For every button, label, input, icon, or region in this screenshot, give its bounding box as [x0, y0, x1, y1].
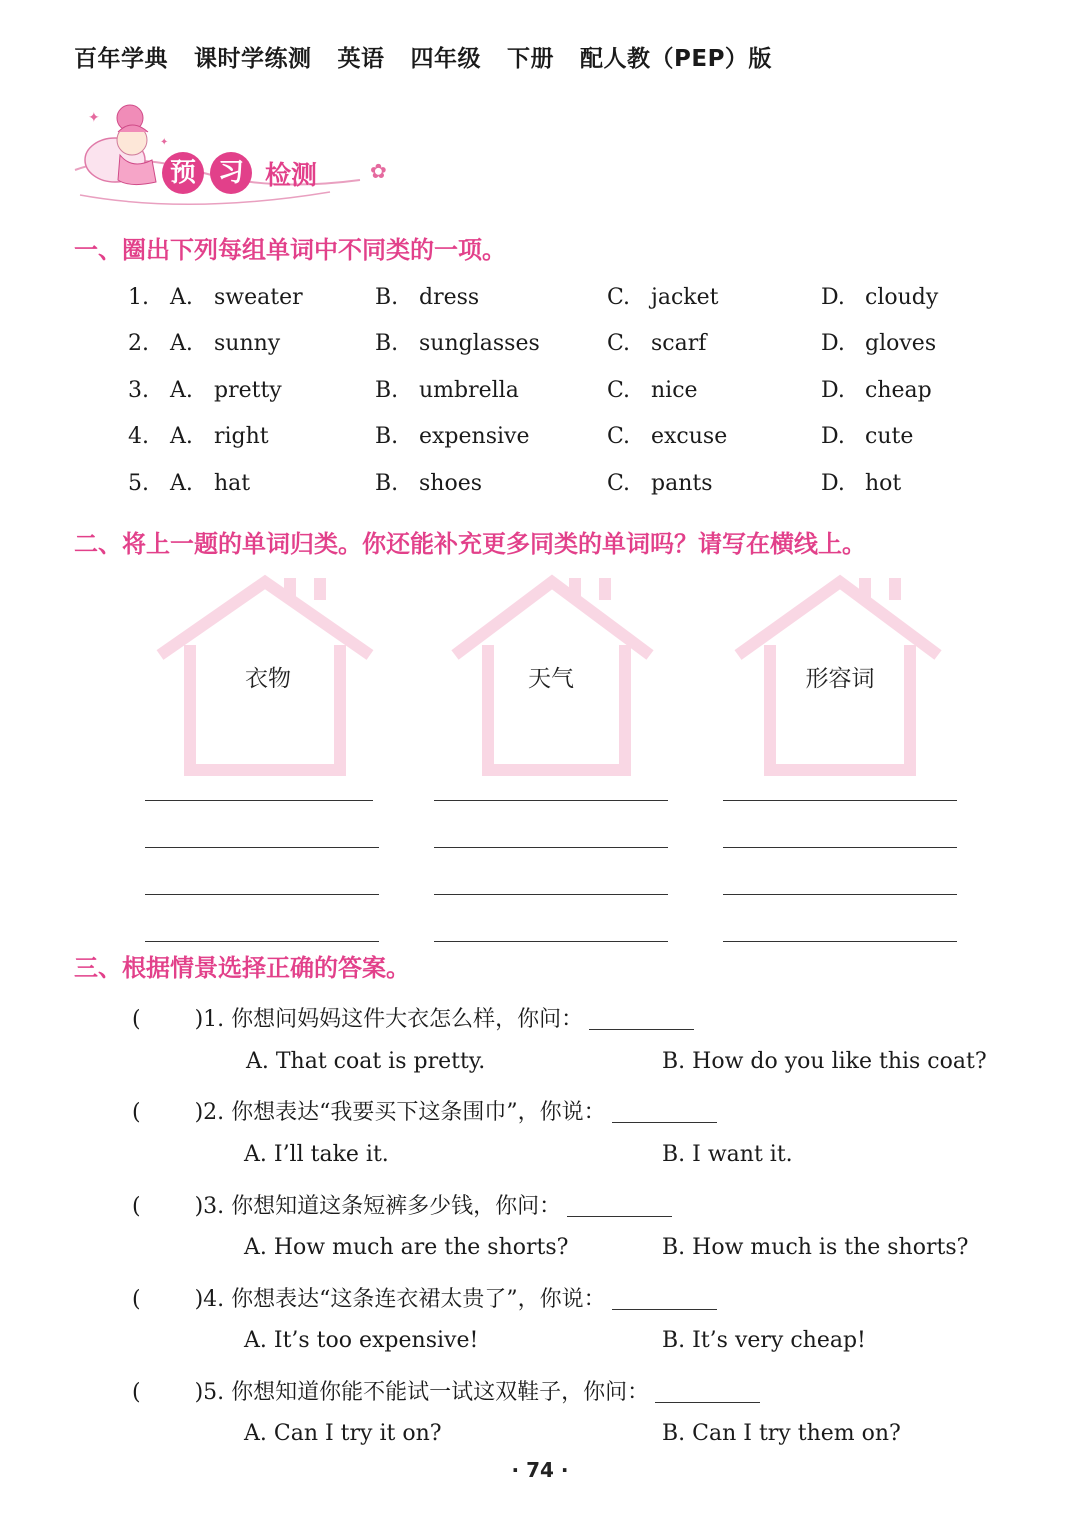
answer-paren[interactable]: ( [132, 1287, 141, 1312]
header-volume: 下册 [507, 46, 554, 72]
banner-label: 检测 [265, 161, 318, 191]
answer-line[interactable] [723, 941, 957, 942]
header-book: 课时学练测 [194, 46, 312, 72]
answer-line[interactable] [145, 894, 379, 895]
option-a[interactable]: A. sweater [170, 285, 303, 310]
list-item: 2. A. sunny B. sunglasses C. scarf D. gloves [128, 331, 937, 356]
answer-line[interactable] [145, 847, 379, 848]
book-header [74, 40, 798, 73]
option-b[interactable]: B. Can I try them on? [662, 1421, 901, 1446]
house-label-adjective: 形容词 [805, 666, 875, 692]
section1-title: 一、圈出下列每组单词中不同类的一项。 [74, 236, 506, 264]
option-b[interactable]: B. expensive [375, 424, 530, 449]
list-item: ( )4. 你想表达“这条连衣裙太贵了”，你说： [132, 1282, 717, 1313]
page-number: · 74 · [511, 1458, 569, 1482]
answer-blank[interactable] [612, 1287, 717, 1310]
option-a[interactable]: A. right [170, 424, 269, 449]
answer-line[interactable] [434, 894, 668, 895]
list-item: 5. A. hat B. shoes C. pants D. hot [128, 471, 902, 496]
option-d[interactable]: D. hot [821, 471, 902, 496]
answer-blank[interactable] [589, 1007, 694, 1030]
star-icon: ✦ [88, 110, 100, 126]
list-item: 3. A. pretty B. umbrella C. nice D. cheap [128, 378, 932, 403]
preview-banner [70, 100, 390, 215]
answer-paren[interactable]: ( [132, 1100, 141, 1125]
header-subject: 英语 [337, 46, 385, 72]
option-b[interactable]: B. How do you like this coat? [662, 1049, 987, 1074]
list-item: ( )2. 你想表达“我要买下这条围巾”，你说： [132, 1095, 717, 1126]
answer-paren[interactable]: ( [132, 1194, 141, 1219]
option-c[interactable]: C. pants [607, 471, 713, 496]
option-b[interactable]: B. shoes [375, 471, 483, 496]
option-b[interactable]: B. sunglasses [375, 331, 540, 356]
banner-char-1: 预 [162, 152, 204, 194]
option-a[interactable]: A. That coat is pretty. [246, 1049, 486, 1074]
option-c[interactable]: C. scarf [607, 331, 707, 356]
banner-char-2: 习 [210, 152, 252, 194]
option-c[interactable]: C. excuse [607, 424, 728, 449]
header-series: 百年学典 [74, 46, 168, 72]
list-item: ( )3. 你想知道这条短裤多少钱，你问： [132, 1189, 672, 1220]
option-b[interactable]: B. It’s very cheap! [662, 1328, 866, 1353]
answer-line[interactable] [434, 800, 668, 801]
header-grade: 四年级 [410, 46, 481, 72]
option-a[interactable]: A. hat [170, 471, 251, 496]
option-b[interactable]: B. I want it. [662, 1142, 793, 1167]
option-a[interactable]: A. It’s too expensive! [244, 1328, 479, 1353]
option-b[interactable]: B. dress [375, 285, 480, 310]
option-b[interactable]: B. How much is the shorts? [662, 1235, 969, 1260]
option-d[interactable]: D. cloudy [821, 285, 939, 310]
option-a[interactable]: A. sunny [170, 331, 281, 356]
option-c[interactable]: C. jacket [607, 285, 719, 310]
answer-blank[interactable] [655, 1380, 760, 1403]
answer-line[interactable] [723, 800, 957, 801]
svg-text:✦: ✦ [160, 137, 169, 148]
option-a[interactable]: A. I’ll take it. [244, 1142, 389, 1167]
answer-blank[interactable] [612, 1100, 717, 1123]
option-a[interactable]: A. How much are the shorts? [244, 1235, 569, 1260]
answer-line[interactable] [145, 941, 379, 942]
option-d[interactable]: D. cute [821, 424, 914, 449]
house-label-weather: 天气 [528, 666, 574, 692]
house-label-clothes: 衣物 [245, 666, 291, 692]
option-d[interactable]: D. gloves [821, 331, 937, 356]
answer-line[interactable] [723, 894, 957, 895]
answer-paren[interactable]: ( [132, 1380, 141, 1405]
star-face-icon: ✿ [370, 159, 387, 183]
list-item: 1. A. sweater B. dress C. jacket D. cloudy [128, 285, 939, 310]
list-item: 4. A. right B. expensive C. excuse D. cute [128, 424, 914, 449]
option-a[interactable]: A. pretty [170, 378, 282, 403]
answer-paren[interactable]: ( [132, 1007, 141, 1032]
section3-title: 三、根据情景选择正确的答案。 [74, 954, 410, 982]
option-a[interactable]: A. Can I try it on? [244, 1421, 442, 1446]
header-edition: 配人教（PEP）版 [580, 46, 772, 72]
list-item: ( )1. 你想问妈妈这件大衣怎么样，你问： [132, 1002, 694, 1033]
answer-line[interactable] [434, 941, 668, 942]
answer-blank[interactable] [567, 1194, 672, 1217]
answer-line[interactable] [723, 847, 957, 848]
option-d[interactable]: D. cheap [821, 378, 932, 403]
section2-title: 二、将上一题的单词归类。你还能补充更多同类的单词吗？请写在横线上。 [74, 530, 866, 558]
list-item: ( )5. 你想知道你能不能试一试这双鞋子，你问： [132, 1375, 760, 1406]
answer-line[interactable] [145, 800, 373, 801]
answer-line[interactable] [434, 847, 668, 848]
option-b[interactable]: B. umbrella [375, 378, 519, 403]
option-c[interactable]: C. nice [607, 378, 698, 403]
